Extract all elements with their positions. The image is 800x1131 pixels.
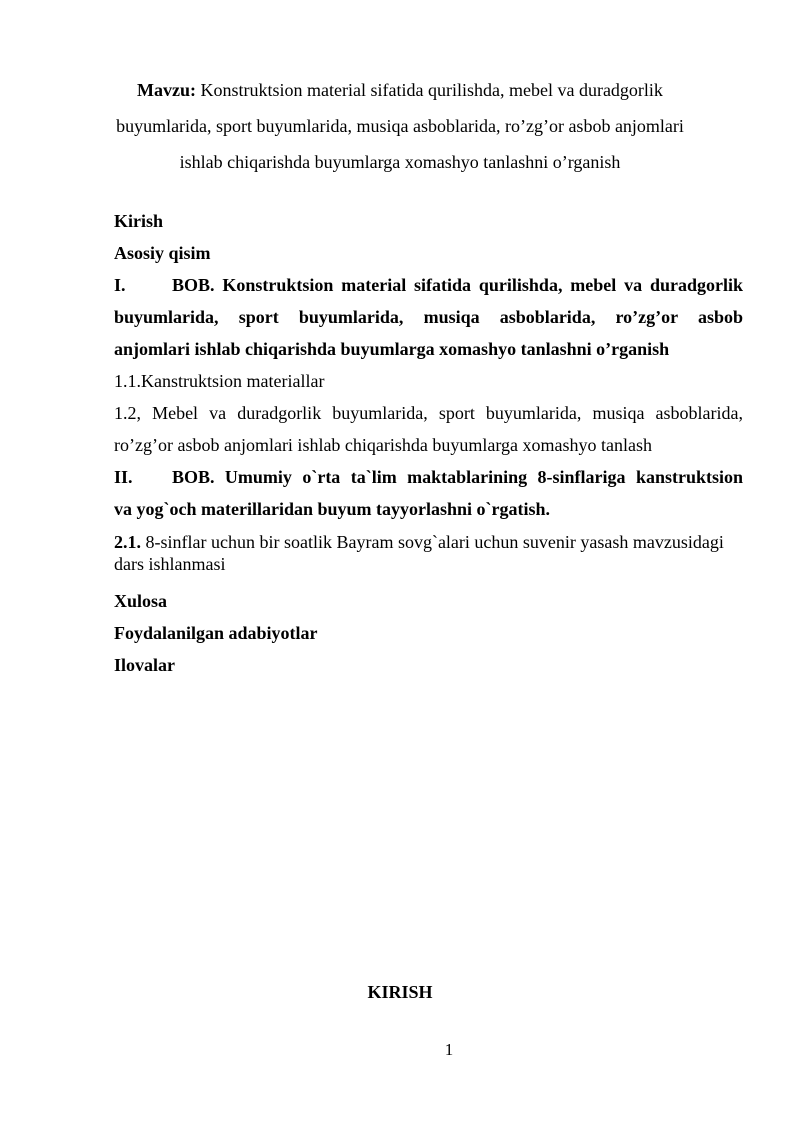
- toc-section-2-1-number: 2.1.: [114, 532, 141, 552]
- toc-chapter-2-line-2: va yog`och materillaridan buyum tayyorlashni o`rgatish.: [114, 499, 551, 519]
- topic-line-1: Konstruktsion material sifatida qurilishda, mebel va duradgorlik: [196, 80, 663, 100]
- topic-title: [100, 72, 700, 180]
- page-number: 1: [444, 1040, 454, 1059]
- toc-chapter-1-number: I.: [114, 275, 126, 295]
- toc-section-1-1: 1.1.Kanstruktsion materiallar: [114, 371, 325, 391]
- toc-chapter-2-line-1: BOB. Umumiy o`rta ta`lim maktablarining 8-sinflariga kanstruktsion: [172, 467, 743, 487]
- table-of-contents: [114, 205, 743, 681]
- toc-asosiy-qisim: Asosiy qisim: [114, 243, 211, 263]
- toc-chapter-2: [114, 461, 743, 525]
- toc-section-1-2-line-2: ro’zg’or asbob anjomlari ishlab chiqarishda buyumlarga xomashyo tanlash: [114, 435, 653, 455]
- toc-section-1-2-line-1: 1.2, Mebel va duradgorlik buyumlarida, sport buyumlarida, musiqa asboblarida,: [114, 403, 743, 423]
- topic-line-3: ishlab chiqarishda buyumlarga xomashyo tanlashni o’rganish: [179, 152, 621, 172]
- toc-chapter-1: [114, 269, 743, 365]
- toc-adabiyotlar: Foydalanilgan adabiyotlar: [114, 623, 318, 643]
- topic-label: Mavzu:: [137, 80, 197, 100]
- toc-chapter-1-line-3: anjomlari ishlab chiqarishda buyumlarga xomashyo tanlashni o’rganish: [114, 339, 670, 359]
- toc-kirish: Kirish: [114, 211, 164, 231]
- toc-ilovalar: Ilovalar: [114, 655, 175, 675]
- toc-chapter-2-number: II.: [114, 467, 133, 487]
- topic-line-2: buyumlarida, sport buyumlarida, musiqa asboblarida, ro’zg’or asbob anjomlari: [116, 116, 684, 136]
- toc-xulosa: Xulosa: [114, 591, 168, 611]
- section-heading-kirish: KIRISH: [367, 982, 433, 1002]
- toc-section-2-1-text: 8-sinflar uchun bir soatlik Bayram sovg`alari uchun suvenir yasash mavzusidagi dars ishlanmasi: [114, 532, 724, 574]
- toc-section-1-2: [114, 397, 743, 461]
- toc-section-2-1: [114, 531, 743, 575]
- toc-chapter-1-line-1: BOB. Konstruktsion material sifatida qurilishda, mebel va duradgorlik: [172, 275, 743, 295]
- toc-chapter-1-line-2: buyumlarida, sport buyumlarida, musiqa asboblarida, ro’zg’or asbob: [114, 307, 743, 327]
